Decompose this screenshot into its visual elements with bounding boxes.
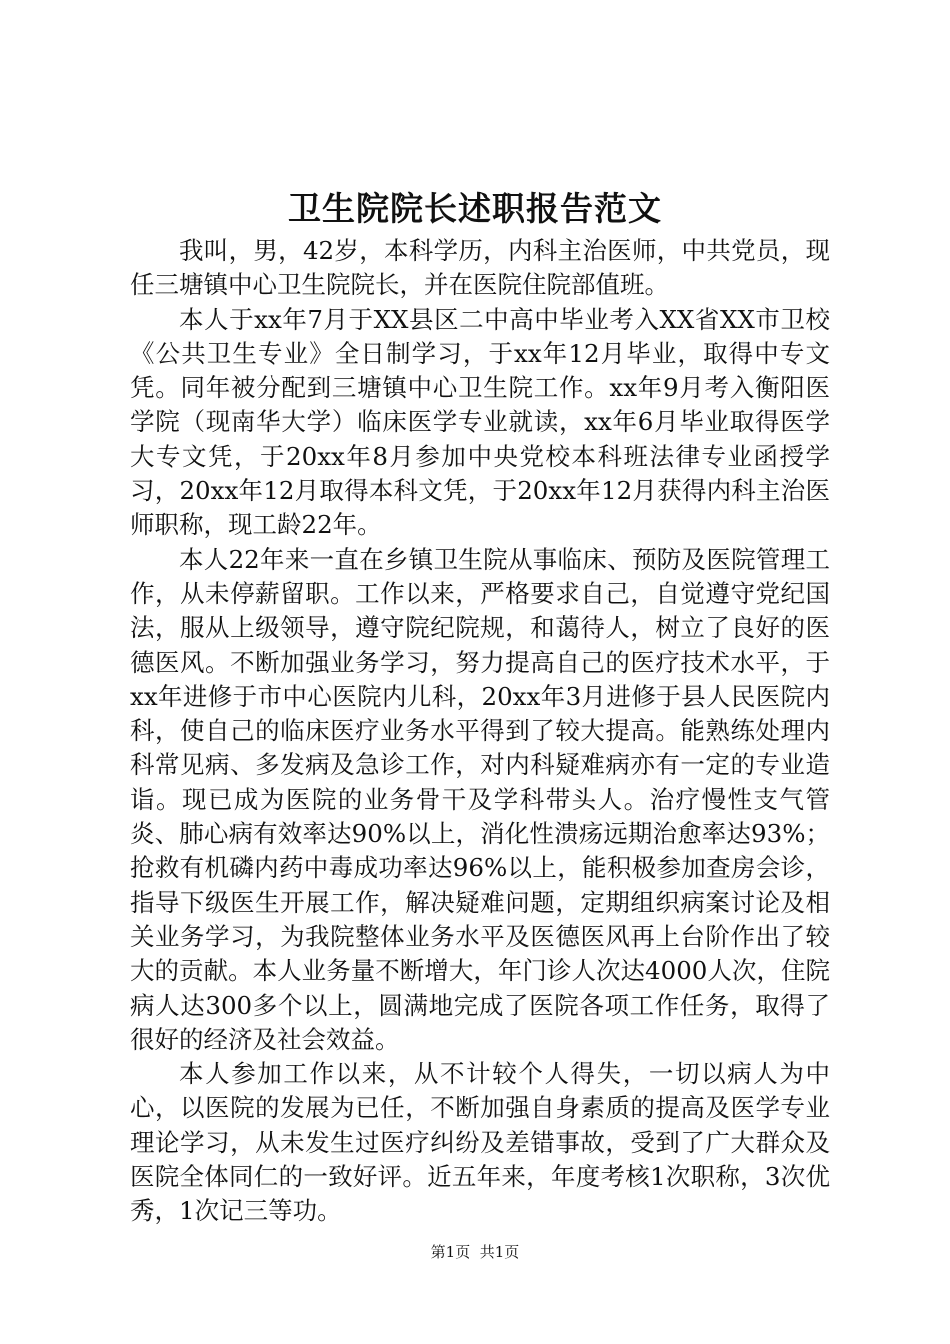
- paragraph-work-performance: 本人22年来一直在乡镇卫生院从事临床、预防及医院管理工作，从未停薪留职。工作以来，严格要求自己，自觉遵守党纪国法，服从上级领导，遵守院纪院规，和蔼待人，树立了良好的医德医风。不断加强业务学习，努力提高自己的医疗技术水平，于xx年进修于市中心医院内儿科，20xx年3月进修于县人民医院内科，使自己的临床医疗业务水平得到了较大提高。能熟练处理内科常见病、多发病及急诊工作，对内科疑难病亦有一定的专业造诣。现已成为医院的业务骨干及学科带头人。治疗慢性支气管炎、肺心病有效率达90%以上，消化性溃疡远期治愈率达93%；抢救有机磷内药中毒成功率达96%以上，能积极参加查房会诊，指导下级医生开展工作，解决疑难问题，定期组织病案讨论及相关业务学习，为我院整体业务水平及医德医风再上台阶作出了较大的贡献。本人业务量不断增大，年门诊人次达4000人次，住院病人达300多个以上，圆满地完成了医院各项工作任务，取得了很好的经济及社会效益。: [130, 544, 830, 1054]
- paragraph-conclusion: 本人参加工作以来，从不计较个人得失，一切以病人为中心，以医院的发展为已任，不断加强自身素质的提高及医学专业理论学习，从未发生过医疗纠纷及差错事故，受到了广大群众及医院全体同仁的一致好评。近五年来，年度考核1次职称，3次优秀，1次记三等功。: [130, 1059, 830, 1226]
- footer-separator: [470, 1243, 480, 1261]
- page-total: 共1页: [479, 1243, 520, 1261]
- document-title: 卫生院院长述职报告范文: [288, 189, 662, 228]
- page-number: 第1页: [430, 1243, 471, 1261]
- paragraph-intro: 我叫，男，42岁，本科学历，内科主治医师，中共党员，现任三塘镇中心卫生院院长，并在医院住院部值班。: [130, 236, 830, 300]
- document-body: [130, 234, 830, 1229]
- page-footer: [0, 1242, 950, 1262]
- paragraph-education: 本人于xx年7月于XX县区二中高中毕业考入XX省XX市卫校《公共卫生专业》全日制学习，于xx年12月毕业，取得中专文凭。同年被分配到三塘镇中心卫生院工作。xx年9月考入衡阳医学院（现南华大学）临床医学专业就读，xx年6月毕业取得医学大专文凭，于20xx年8月参加中央党校本科班法律专业函授学习，20xx年12月取得本科文凭，于20xx年12月获得内科主治医师职称，现工龄22年。: [130, 304, 830, 540]
